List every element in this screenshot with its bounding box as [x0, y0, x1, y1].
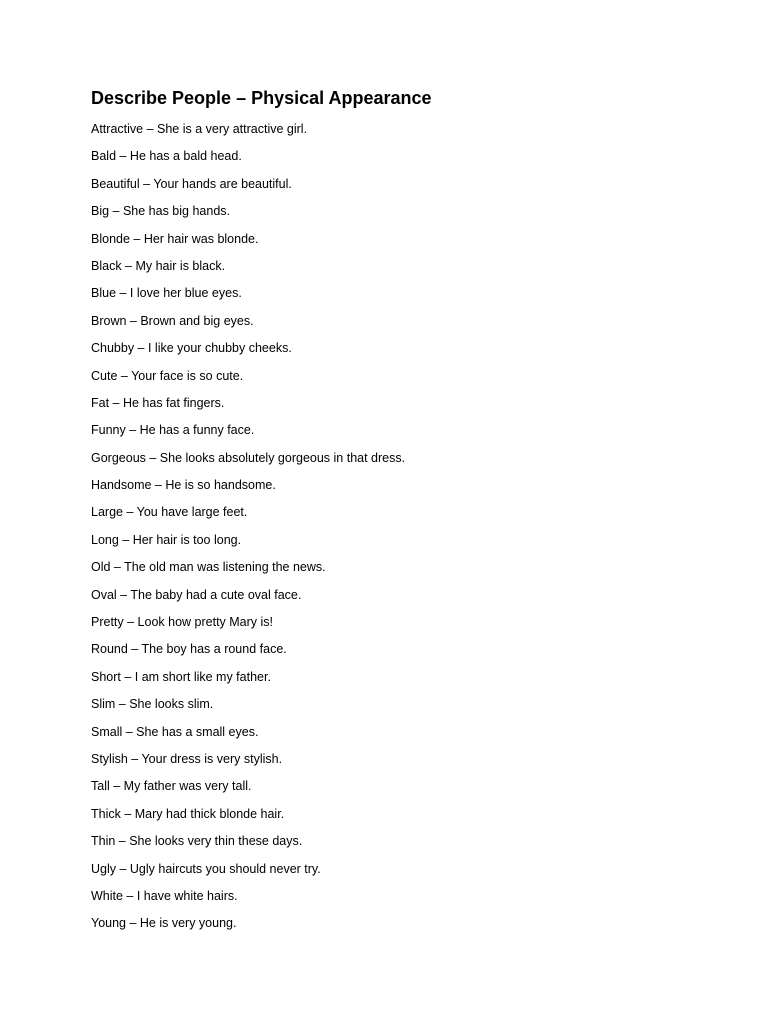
- list-item: Beautiful – Your hands are beautiful.: [91, 176, 292, 191]
- list-item: Funny – He has a funny face.: [91, 423, 255, 438]
- list-item: Black – My hair is black.: [91, 258, 226, 273]
- list-item: Blonde – Her hair was blonde.: [91, 231, 259, 246]
- list-item: Round – The boy has a round face.: [91, 642, 287, 657]
- list-item: Blue – I love her blue eyes.: [91, 286, 242, 301]
- list-item: Tall – My father was very tall.: [91, 779, 252, 794]
- list-item: Stylish – Your dress is very stylish.: [91, 751, 283, 766]
- list-item: Short – I am short like my father.: [91, 669, 271, 684]
- list-item: Pretty – Look how pretty Mary is!: [91, 615, 274, 630]
- list-item: Slim – She looks slim.: [91, 697, 214, 712]
- list-item: Thin – She looks very thin these days.: [91, 834, 303, 849]
- list-item: Brown – Brown and big eyes.: [91, 313, 254, 328]
- list-item: Bald – He has a bald head.: [91, 149, 242, 164]
- list-item: Large – You have large feet.: [91, 505, 248, 520]
- list-item: Handsome – He is so handsome.: [91, 478, 276, 493]
- list-item: Thick – Mary had thick blonde hair.: [91, 806, 285, 821]
- list-item: Gorgeous – She looks absolutely gorgeous in that dress.: [91, 450, 406, 465]
- list-item: Fat – He has fat fingers.: [91, 395, 225, 410]
- list-item: Ugly – Ugly haircuts you should never try.: [91, 861, 321, 876]
- page-title: Describe People – Physical Appearance: [91, 88, 432, 108]
- list-item: Young – He is very young.: [91, 916, 237, 931]
- list-item: Oval – The baby had a cute oval face.: [91, 587, 302, 602]
- list-item: Long – Her hair is too long.: [91, 532, 242, 547]
- list-item: White – I have white hairs.: [91, 888, 238, 903]
- list-item: Small – She has a small eyes.: [91, 724, 259, 739]
- list-item: Big – She has big hands.: [91, 204, 230, 219]
- list-item: Attractive – She is a very attractive girl.: [91, 122, 308, 136]
- list-item: Chubby – I like your chubby cheeks.: [91, 341, 292, 356]
- list-item: Cute – Your face is so cute.: [91, 368, 244, 383]
- list-item: Old – The old man was listening the news.: [91, 560, 326, 575]
- vocabulary-list: [91, 119, 405, 941]
